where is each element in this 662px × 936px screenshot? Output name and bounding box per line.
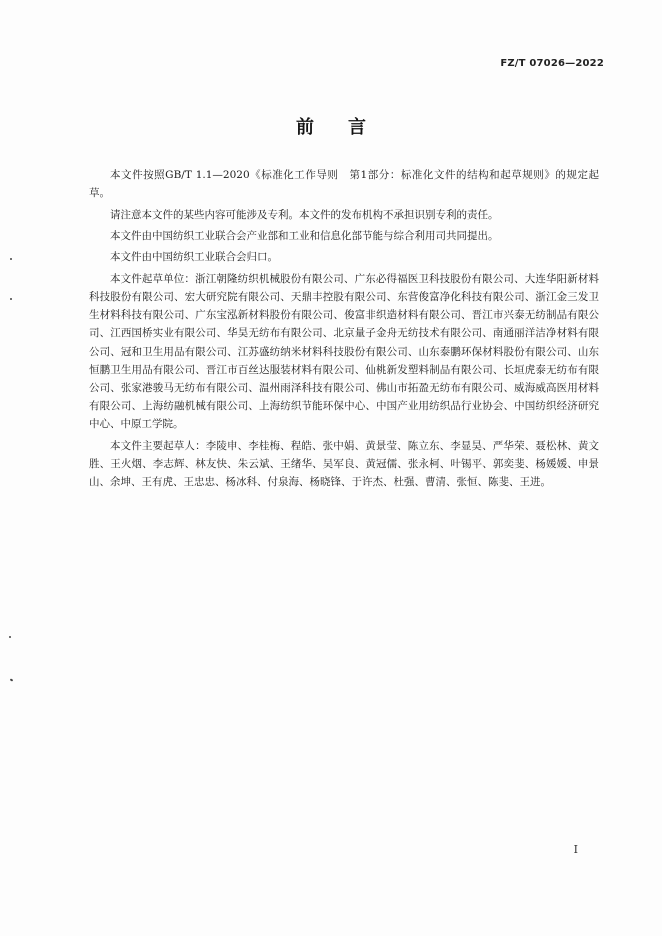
scan-artifact-dot <box>10 298 12 300</box>
page-title: 前言 <box>296 117 400 138</box>
scan-artifact-dot <box>10 258 12 260</box>
paragraph-patent-notice: 请注意本文件的某些内容可能涉及专利。本文件的发布机构不承担识别专利的责任。 <box>110 208 499 221</box>
paragraph-drafting-rules: 本文件按照GB/T 1.1—2020《标准化工作导则 第1部分：标准化文件的结构和起草规则》的规定起草。 <box>89 169 599 200</box>
paragraph-drafting-organizations: 本文件起草单位：浙江朝隆纺织机械股份有限公司、广东必得福医卫科技股份有限公司、大连华阳新材料科技股份有限公司、宏大研究院有限公司、天鼎丰控股有限公司、东营俊富净化科技有限公司、浙江金三发卫生材料科技有限公司、广东宝泓新材料股份有限公司、俊富非织造材料有限公司、晋江市兴泰无纺制品有限公司、江西国桥实业有限公司、华昊无纺布有限公司、北京量子金舟无纺技术有限公司、南通丽洋洁净材料有限公司、冠和卫生用品有限公司、江苏盛纺纳米材料科技股份有限公司、山东泰鹏环保材料股份有限公司、山东恒鹏卫生用品有限公司、晋江市百丝达服装材料有限公司、仙桃新发塑料制品有限公司、长垣虎泰无纺布有限公司、张家港骏马无纺布有限公司、温州雨泽科技有限公司、佛山市拓盈无纺布有限公司、威海威高医用材料有限公司、上海纺融机械有限公司、上海纺织节能环保中心、中国产业用纺织品行业协会、中国纺织经济研究中心、中原工学院。 <box>89 272 599 431</box>
scan-artifact-dot <box>10 678 14 681</box>
paragraph-centralized-by: 本文件由中国纺织工业联合会归口。 <box>110 251 278 264</box>
paragraph-main-drafters: 本文件主要起草人：李陵申、李桂梅、程皓、张中娟、黄景莹、陈立东、李显昊、严华荣、聂松林、黄文胜、王火烟、李志辉、林友快、朱云斌、王绪华、吴军良、黄冠儒、张永柯、叶锡平、郭奕斐、杨媛媛、申景山、余坤、王有虎、王忠忠、杨冰科、付泉海、杨晓锋、于许杰、杜强、曹清、张恒、陈斐、王进。 <box>89 439 599 489</box>
page-number: I <box>573 843 578 856</box>
paragraph-proposer: 本文件由中国纺织工业联合会产业部和工业和信息化部节能与综合利用司共同提出。 <box>110 229 499 242</box>
scan-artifact-dot <box>9 636 11 638</box>
foreword-body <box>89 166 599 495</box>
standard-number: FZ/T 07026—2022 <box>500 58 604 69</box>
